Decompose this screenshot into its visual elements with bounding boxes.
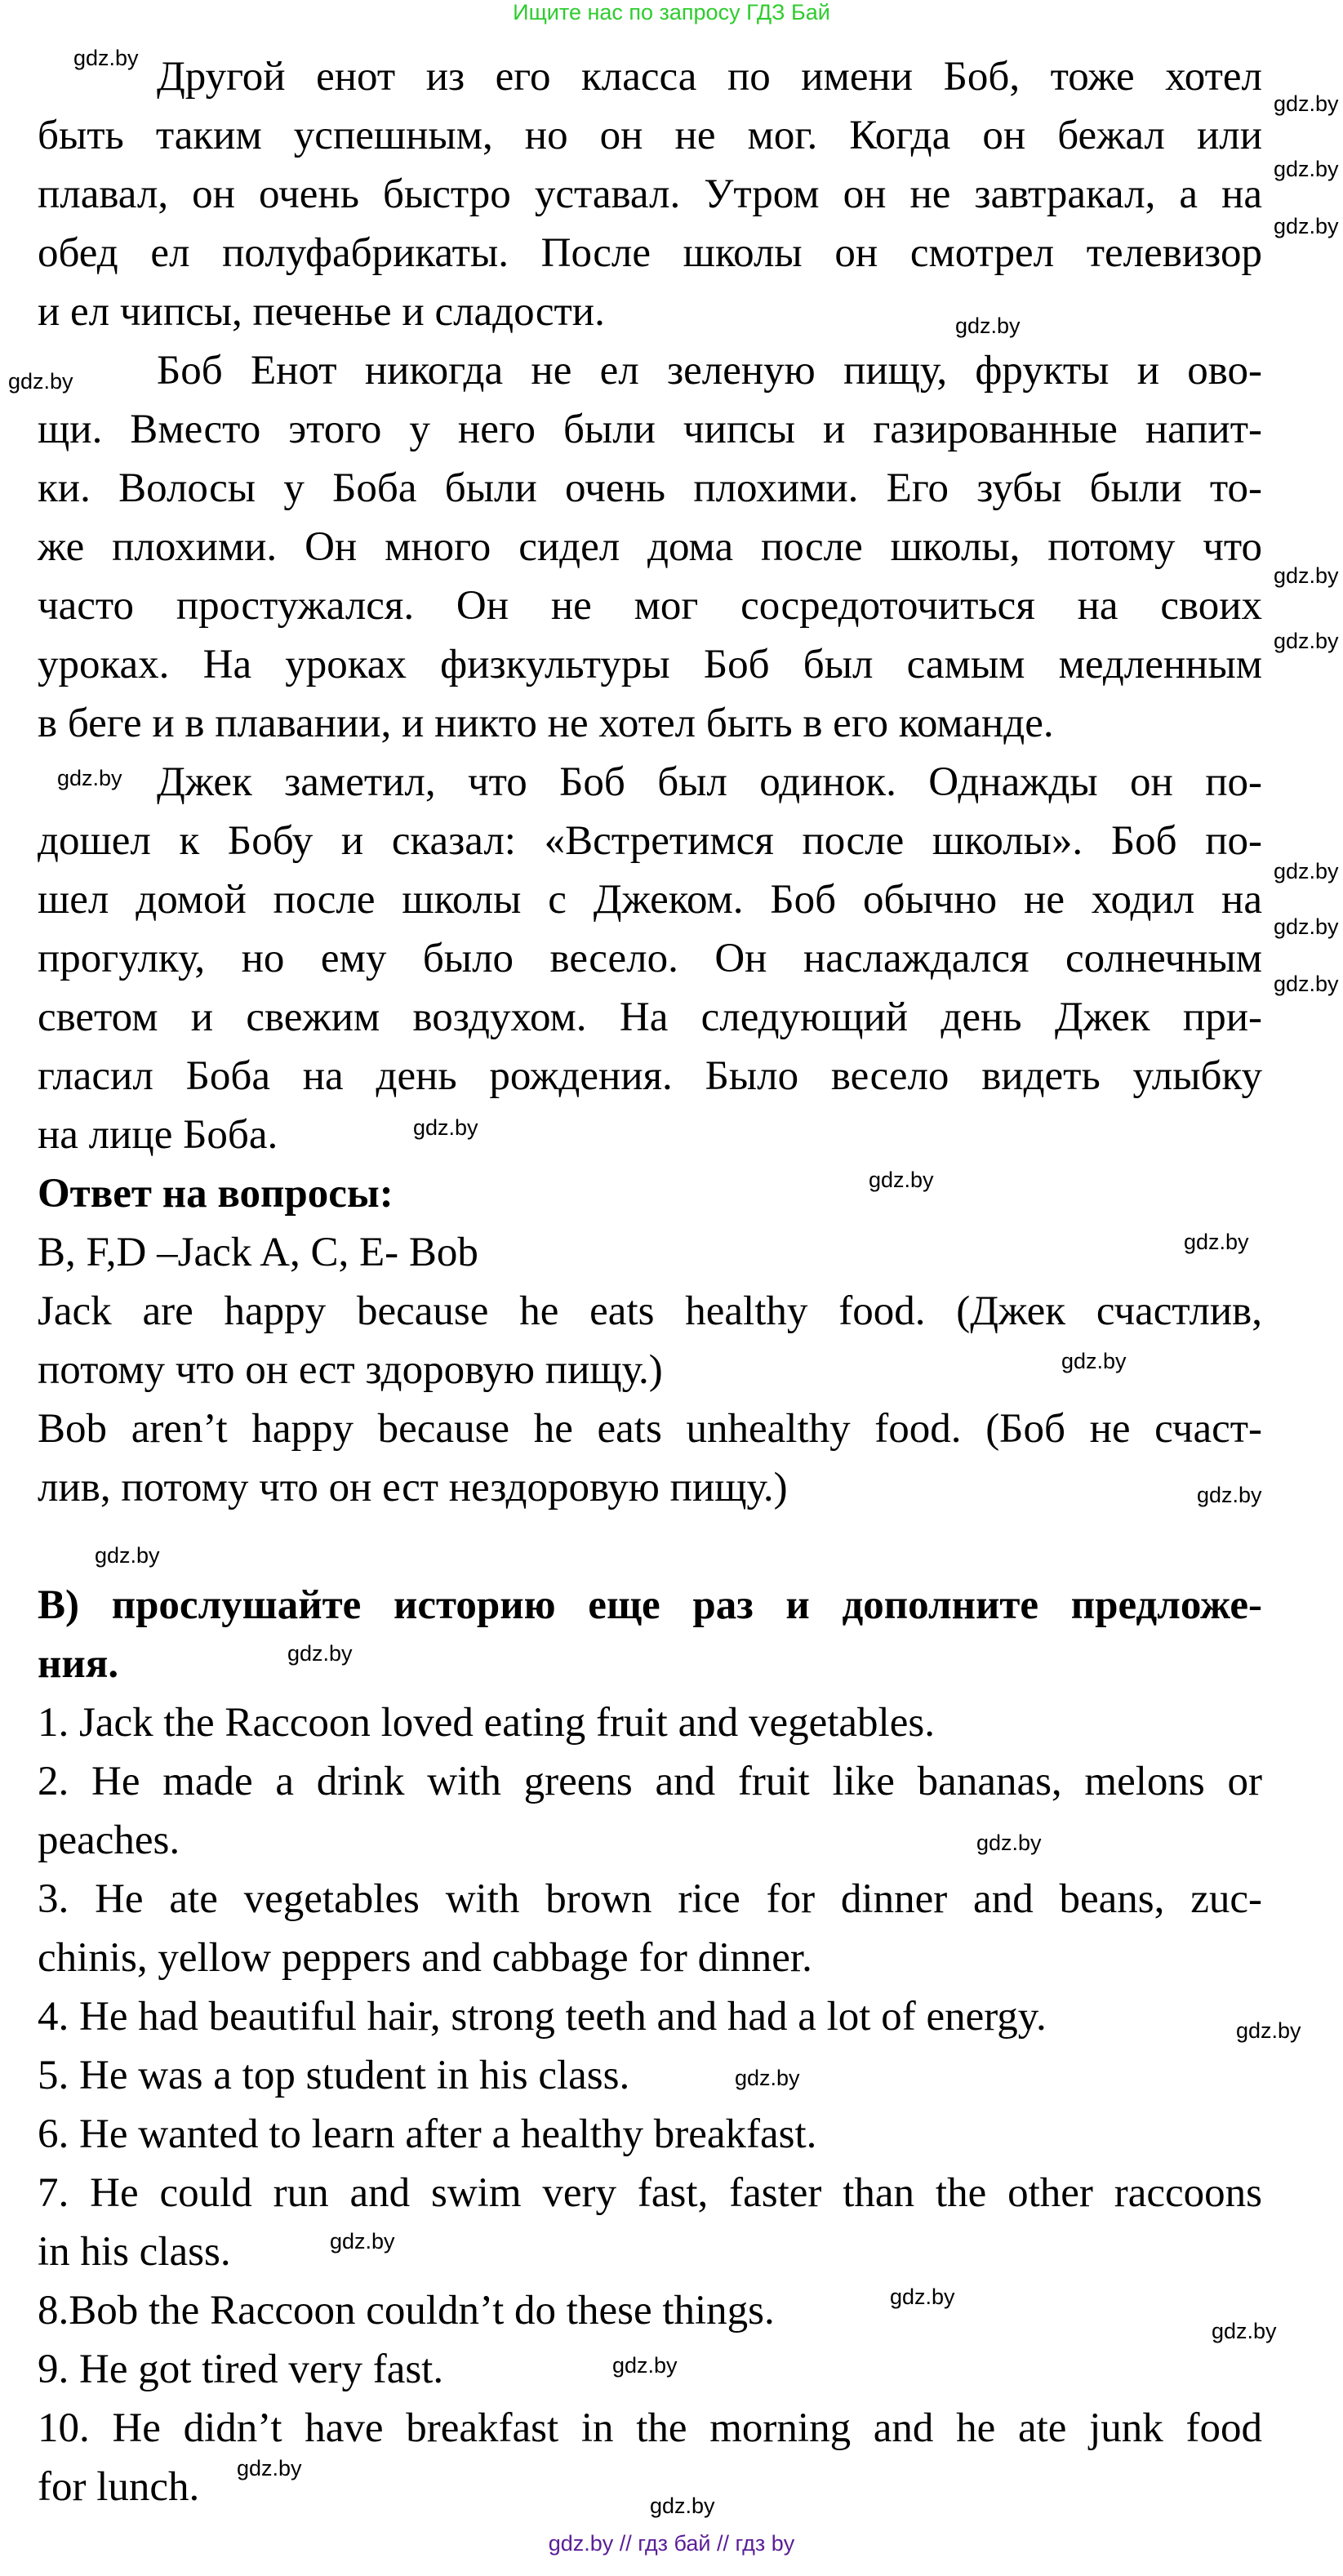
section-heading: B) прослушайте историю еще раз и дополните предложе- [38, 1582, 1262, 1628]
text-line: быть таким успешным, но он не мог. Когда он бежал или [38, 113, 1262, 158]
text-line: B, F,D –Jack A, C, E- Bob [38, 1230, 478, 1275]
text-line: 10. He didn’t have breakfast in the morning and he ate junk food [38, 2405, 1262, 2451]
text-line: плавал, он очень быстро уставал. Утром он не завтракал, а на [38, 171, 1262, 217]
watermark: gdz.by [1274, 563, 1339, 588]
text-line: 4. He had beautiful hair, strong teeth and had a lot of energy. [38, 1994, 1047, 2040]
text-line: 8.Bob the Raccoon couldn’t do these things. [38, 2288, 775, 2334]
text-line: 1. Jack the Raccoon loved eating fruit and vegetables. [38, 1700, 935, 1746]
text-line: в беге и в плавании, и никто не хотел быть в его команде. [38, 701, 1054, 746]
text-line: прогулку, но ему было весело. Он наслаждался солнечным [38, 936, 1262, 981]
watermark: gdz.by [1061, 1349, 1127, 1373]
watermark: gdz.by [1197, 1483, 1262, 1507]
watermark: gdz.by [1274, 972, 1339, 996]
text-line: 9. He got tired very fast. [38, 2347, 444, 2392]
document-body [38, 47, 1262, 2516]
watermark: gdz.by [57, 766, 122, 790]
text-line: же плохими. Он много сидел дома после школы, потому что [38, 524, 1262, 570]
watermark: gdz.by [237, 2456, 302, 2480]
text-line: потому что он ест здоровую пищу.) [38, 1347, 663, 1393]
text-line: Джек заметил, что Боб был одинок. Однажды он по- [157, 759, 1262, 805]
watermark: gdz.by [73, 46, 139, 70]
text-line: Jack are happy because he eats healthy food. (Джек счастлив, [38, 1288, 1262, 1334]
watermark: gdz.by [287, 1641, 353, 1666]
watermark: gdz.by [735, 2066, 800, 2090]
text-line: ки. Волосы у Боба были очень плохими. Его зубы были то- [38, 465, 1262, 511]
watermark: gdz.by [1274, 629, 1339, 653]
watermark: gdz.by [1274, 859, 1339, 883]
text-line: chinis, yellow peppers and cabbage for dinner. [38, 1935, 812, 1981]
text-line: уроках. На уроках физкультуры Боб был самым медленным [38, 642, 1262, 687]
section-heading: Ответ на вопросы: [38, 1171, 394, 1217]
search-hint-banner: Ищите нас по запросу ГДЗ Бай [513, 0, 830, 24]
text-line: 6. He wanted to learn after a healthy breakfast. [38, 2111, 817, 2157]
watermark: gdz.by [955, 314, 1021, 338]
text-line: peaches. [38, 1817, 180, 1863]
text-line: лив, потому что он ест нездоровую пищу.) [38, 1465, 788, 1510]
text-line: часто простужался. Он не мог сосредоточиться на своих [38, 583, 1262, 629]
watermark: gdz.by [1274, 157, 1339, 181]
footer-links: gdz.by // гдз бай // гдз by [548, 2531, 795, 2556]
text-line: for lunch. [38, 2464, 200, 2510]
watermark: gdz.by [413, 1115, 478, 1140]
text-line: 2. He made a drink with greens and fruit like bananas, melons or [38, 1759, 1262, 1804]
text-line: 7. He could run and swim very fast, faster than the other raccoons [38, 2170, 1262, 2216]
text-line: щи. Вместо этого у него были чипсы и газированные напит- [38, 407, 1262, 452]
text-line: Bob aren’t happy because he eats unhealthy food. (Боб не счаст- [38, 1406, 1262, 1452]
watermark: gdz.by [890, 2285, 955, 2309]
watermark: gdz.by [1184, 1230, 1249, 1254]
watermark: gdz.by [650, 2494, 715, 2518]
text-line: Другой енот из его класса по имени Боб, тоже хотел [157, 54, 1262, 100]
watermark: gdz.by [95, 1543, 160, 1568]
text-line: на лице Боба. [38, 1112, 278, 1158]
text-line: in his class. [38, 2229, 231, 2275]
text-line: шел домой после школы с Джеком. Боб обычно не ходил на [38, 877, 1262, 923]
watermark: gdz.by [330, 2229, 395, 2253]
watermark: gdz.by [612, 2353, 678, 2378]
watermark: gdz.by [1236, 2018, 1301, 2043]
text-line: дошел к Бобу и сказал: «Встретимся после школы». Боб по- [38, 818, 1262, 864]
text-line: обед ел полуфабрикаты. После школы он смотрел телевизор [38, 230, 1262, 276]
text-line: гласил Боба на день рождения. Было весело видеть улыбку [38, 1053, 1262, 1099]
watermark: gdz.by [8, 369, 73, 394]
text-line: Боб Енот никогда не ел зеленую пищу, фрукты и ово- [157, 348, 1262, 394]
watermark: gdz.by [1274, 914, 1339, 939]
text-line: и ел чипсы, печенье и сладости. [38, 289, 605, 335]
text-line: 5. He was a top student in his class. [38, 2053, 630, 2098]
watermark: gdz.by [1274, 214, 1339, 238]
watermark: gdz.by [976, 1831, 1042, 1855]
watermark: gdz.by [1274, 91, 1339, 116]
watermark: gdz.by [1212, 2319, 1277, 2343]
text-line: светом и свежим воздухом. На следующий день Джек при- [38, 994, 1262, 1040]
watermark: gdz.by [869, 1168, 934, 1192]
section-heading: ния. [38, 1641, 119, 1687]
text-line: 3. He ate vegetables with brown rice for dinner and beans, zuc- [38, 1876, 1262, 1922]
